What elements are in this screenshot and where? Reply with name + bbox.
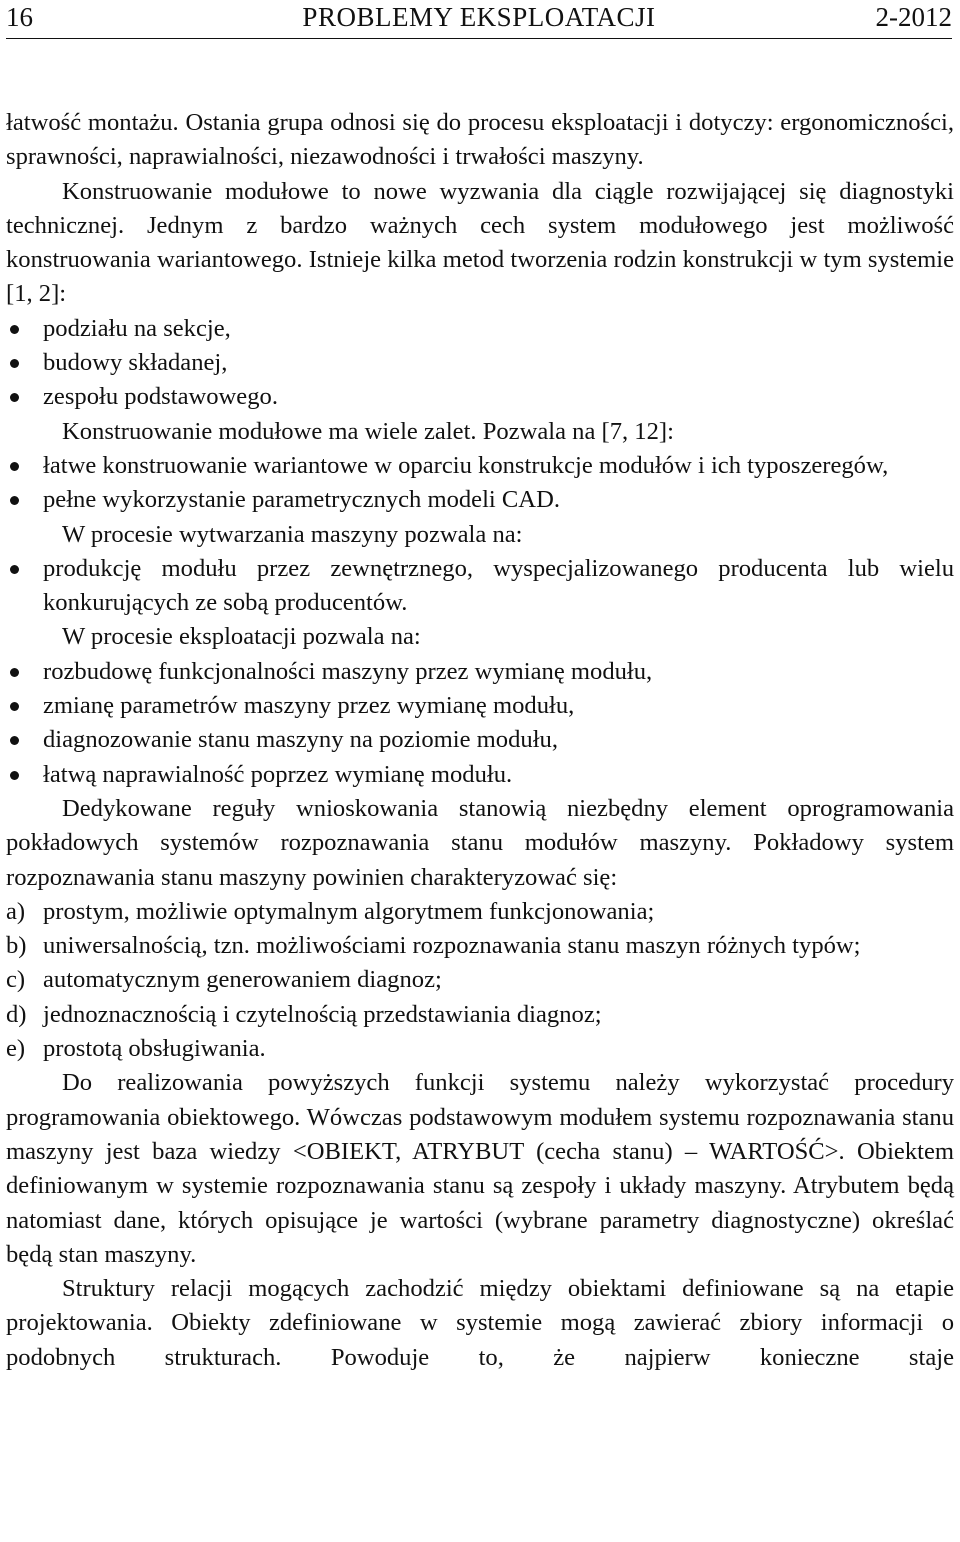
list-item-text: uniwersalnością, tzn. możliwościami rozpoznawania stanu maszyn różnych typów;: [43, 932, 861, 960]
list-marker: b): [6, 932, 27, 960]
bullet-list-methods: [6, 312, 954, 415]
list-marker: d): [6, 1000, 27, 1028]
list-item: diagnozowanie stanu maszyny na poziomie modułu,: [6, 723, 954, 757]
page-number: 16: [6, 2, 33, 32]
list-marker: c): [6, 966, 26, 994]
issue-number: 2-2012: [875, 2, 952, 32]
list-item: podziału na sekcje,: [6, 312, 954, 346]
list-item-text: jednoznacznością i czytelnością przedstawiania diagnoz;: [43, 1000, 602, 1028]
paragraph-8: Struktury relacji mogących zachodzić między obiektami definiowane są na etapie projektowania. Obiekty zdefiniowane w systemie mogą zawierać zbiory informacji o podobnych strukturach. Powoduje to, że najpierw konieczne staje: [6, 1275, 954, 1371]
bullet-list-advantages: [6, 449, 954, 518]
bullet-list-manufacturing: [6, 552, 954, 621]
list-item-text: prostotą obsługiwania.: [43, 1035, 266, 1063]
list-item: [6, 963, 954, 997]
list-item: produkcję modułu przez zewnętrznego, wyspecjalizowanego producenta lub wielu konkurujących ze sobą producentów.: [6, 552, 954, 621]
list-item: zespołu podstawowego.: [6, 380, 954, 414]
list-item: [6, 895, 954, 929]
list-item-text: prostym, możliwie optymalnym algorytmem funkcjonowania;: [43, 897, 655, 925]
paragraph-5: W procesie eksploatacji pozwala na:: [62, 623, 421, 651]
list-marker: e): [6, 1035, 26, 1063]
bullet-list-operation: [6, 655, 954, 792]
list-item: [6, 1032, 954, 1066]
header-rule: [6, 38, 952, 39]
paragraph-3: Konstruowanie modułowe ma wiele zalet. Pozwala na [7, 12]:: [62, 417, 674, 445]
paragraph-1: łatwość montażu. Ostania grupa odnosi się do procesu eksploatacji i dotyczy: ergonomiczności, sprawności, naprawialności, niezawodności i trwałości maszyny.: [6, 109, 954, 171]
list-marker: a): [6, 897, 26, 925]
list-item: [6, 998, 954, 1032]
list-item: łatwe konstruowanie wariantowe w oparciu konstrukcje modułów i ich typoszeregów,: [6, 449, 954, 483]
list-item-text: automatycznym generowaniem diagnoz;: [43, 966, 442, 994]
list-item: łatwą naprawialność poprzez wymianę modułu.: [6, 758, 954, 792]
paragraph-6: Dedykowane reguły wnioskowania stanowią niezbędny element oprogramowania pokładowych systemów rozpoznawania stanu modułów maszyny. Pokładowy system rozpoznawania stanu maszyny powinien charakteryzować się:: [6, 794, 954, 891]
lettered-list: [6, 895, 954, 1066]
paragraph-4: W procesie wytwarzania maszyny pozwala na:: [62, 520, 523, 548]
journal-title: PROBLEMY EKSPLOATACJI: [302, 2, 656, 32]
list-item: pełne wykorzystanie parametrycznych modeli CAD.: [6, 483, 954, 517]
list-item: [6, 929, 954, 963]
paragraph-2: Konstruowanie modułowe to nowe wyzwania dla ciągle rozwijającej się diagnostyki technicznej. Jednym z bardzo ważnych cech system modułowego jest możliwość konstruowania wariantowego. Istnieje kilka metod tworzenia rodzin konstrukcji w tym systemie [1, 2]:: [6, 177, 954, 308]
list-item: zmianę parametrów maszyny przez wymianę modułu,: [6, 689, 954, 723]
list-item: budowy składanej,: [6, 346, 954, 380]
article-body: [6, 106, 954, 1375]
running-header: [6, 0, 952, 40]
paragraph-7: Do realizowania powyższych funkcji systemu należy wykorzystać procedury programowania obiektowego. Wówczas podstawowym modułem systemu rozpoznawania stanu maszyny jest baza wiedzy <OBIEKT, ATRYBUT (cecha stanu) – WARTOŚĆ>. Obiektem definiowanym w systemie rozpoznawania stanu są zespoły i układy maszyny. Atrybutem będą natomiast dane, których opisujące je wartości (wybrane parametry diagnostyczne) określać będą stan maszyny.: [6, 1069, 954, 1268]
list-item: rozbudowę funkcjonalności maszyny przez wymianę modułu,: [6, 655, 954, 689]
